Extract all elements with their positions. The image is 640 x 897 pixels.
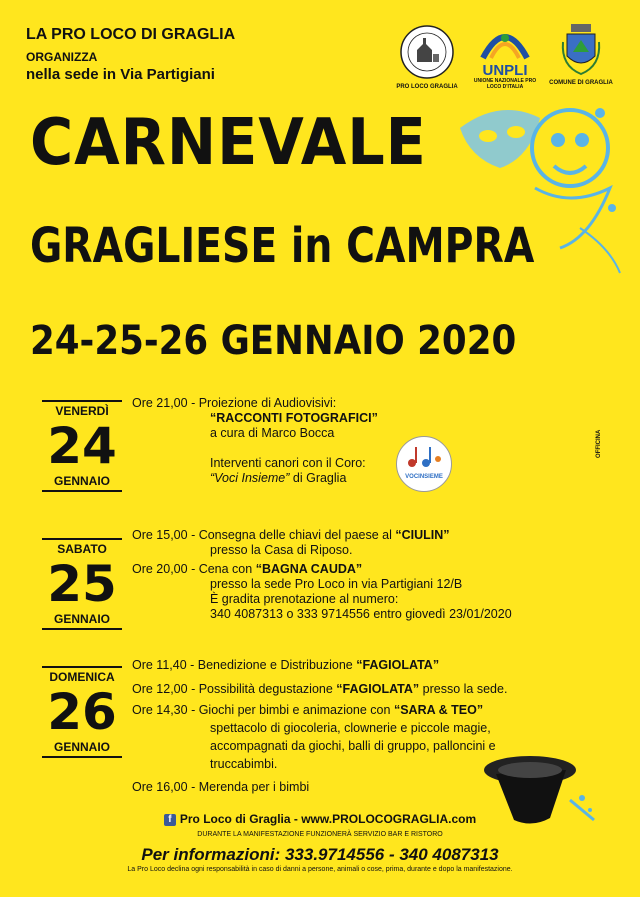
event-saturday-2: Ore 20,00 - Cena con “BAGNA CAUDA” presso la sede Pro Loco in via Partigiani 12/B È gradita prenotazione al numero: 340 4087313 o 333 9714556 entro giovedì 23/01/2020 [132, 562, 512, 621]
organizer-subtitle: ORGANIZZA [26, 50, 98, 64]
venue-line: nella sede in Via Partigiani [26, 66, 215, 83]
organizer-title: LA PRO LOCO DI GRAGLIA [26, 26, 236, 43]
day-month: GENNAIO [53, 612, 110, 626]
disclaimer: La Pro Loco declina ogni responsabilità in caso di danni a persone, animali o cose, prima, durante e dopo la manifestazione. [127, 866, 513, 873]
event-sunday-2: Ore 12,00 - Possibilità degustazione “FAGIOLATA” presso la sede. [132, 682, 508, 696]
event-sunday-1: Ore 11,40 - Benedizione e Distribuzione “FAGIOLATA” [132, 658, 440, 672]
coro-badge: VOCINSIEME [396, 436, 452, 492]
coat-of-arms-icon [559, 22, 603, 76]
comune-logo: COMUNE DI GRAGLIA [548, 22, 614, 86]
day-number: 25 [47, 555, 117, 613]
unpli-arch-icon [475, 22, 535, 62]
proloco-logo: PRO LOCO GRAGLIA [392, 24, 462, 90]
event-subtitle: GRAGLIESE in CAMPRA [30, 218, 535, 274]
day-name: VENERDÌ [55, 404, 109, 418]
event-dates: 24-25-26 GENNAIO 2020 [30, 318, 517, 364]
day-block-saturday [42, 538, 122, 630]
event-friday-2: Interventi canori con il Coro: “Voci Insieme” di Graglia [210, 456, 366, 485]
choir-notes-icon [404, 445, 444, 469]
bar-notice: DURANTE LA MANIFESTAZIONE FUNZIONERÀ SERVIZIO BAR E RISTORO [197, 831, 443, 838]
day-block-sunday [42, 666, 122, 758]
unpli-logo: UNPLI UNIONE NAZIONALE PRO LOCO D'ITALIA [470, 22, 540, 90]
day-month: GENNAIO [53, 474, 110, 488]
info-phones: Per informazioni: 333.9714556 - 340 4087313 [141, 845, 499, 864]
day-name: SABATO [57, 542, 107, 556]
facebook-icon: f [164, 814, 176, 826]
day-month: GENNAIO [53, 740, 110, 754]
event-sunday-4: Ore 16,00 - Merenda per i bimbi [132, 780, 310, 794]
day-number: 24 [47, 417, 117, 475]
social-line [0, 812, 640, 826]
website-link[interactable]: Pro Loco di Graglia - www.PROLOCOGRAGLIA.com [179, 812, 477, 826]
day-number: 26 [47, 683, 117, 741]
day-block-friday [42, 400, 122, 492]
officina-mark: OFFICINA [596, 429, 602, 458]
event-friday-1: Ore 21,00 - Proiezione di Audiovisivi: “RACCONTI FOTOGRAFICI” a cura di Marco Bocca [132, 396, 378, 440]
event-saturday-1: Ore 15,00 - Consegna delle chiavi del paese al “CIULIN” presso la Casa di Riposo. [132, 528, 450, 557]
event-sunday-3: Ore 14,30 - Giochi per bimbi e animazione con “SARA & TEO” spettacolo di giocoleria, clownerie e piccole magie, accompagnati da giochi, balli di gruppo, palloncini e truccabimbi. [132, 703, 496, 771]
event-title: CARNEVALE [30, 106, 427, 180]
proloco-seal-icon [399, 24, 455, 80]
day-name: DOMENICA [49, 670, 115, 684]
